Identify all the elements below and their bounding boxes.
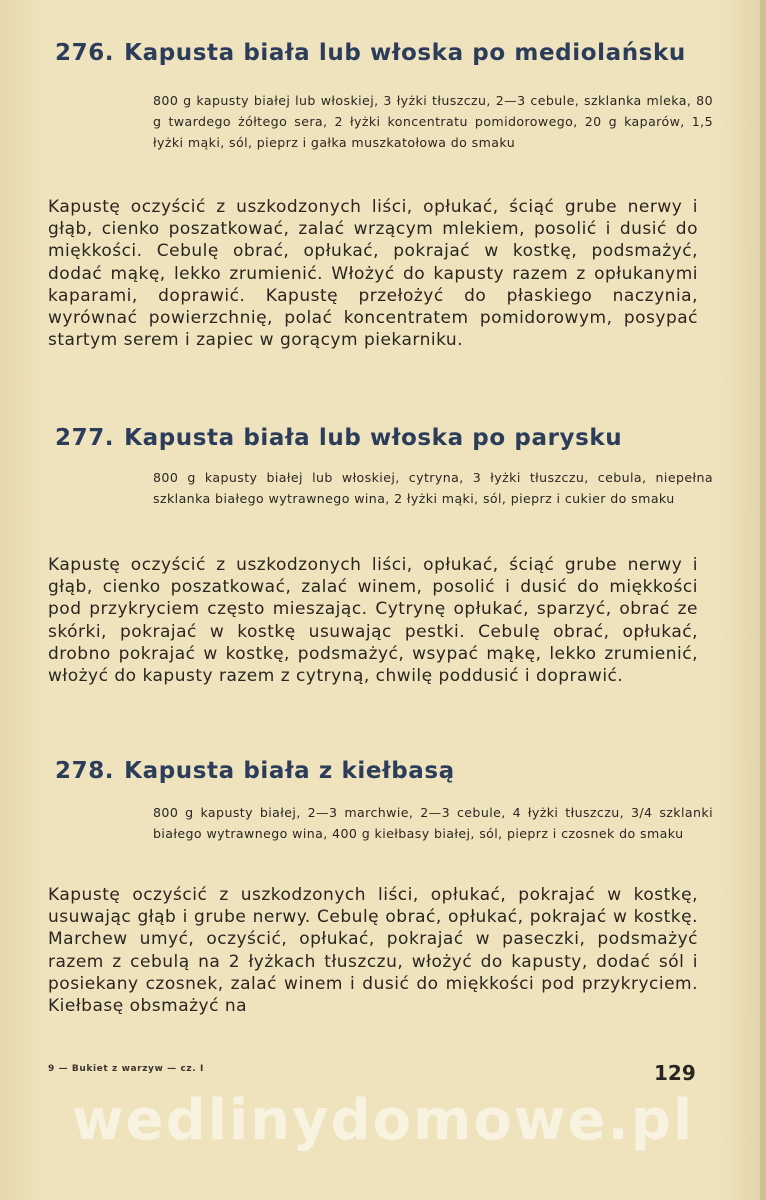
recipe-instructions: Kapustę oczyścić z uszkodzonych liści, opłukać, ściąć grube nerwy i głąb, cienko poszatkować, zalać winem, posolić i dusić do miękkości pod przykryciem często mieszając. Cytrynę opłukać, sparzyć, obrać ze skórki, pokrajać w kostkę usuwając pestki. Cebulę obrać, opłukać, drobno pokrajać w kostkę, podsmażyć, wsypać mąkę, lekko zrumienić, włożyć do kapusty razem z cytryną, chwilę poddusić i doprawić. [48, 555, 698, 687]
recipe-name: Kapusta biała z kiełbasą [124, 758, 455, 784]
recipe-instructions: Kapustę oczyścić z uszkodzonych liści, opłukać, ściąć grube nerwy i głąb, cienko poszatkować, zalać wrzącym mlekiem, posolić i dusić do miękkości. Cebulę obrać, opłukać, pokrajać w kostkę, podsmażyć, dodać mąkę, lekko zrumienić. Włożyć do kapusty razem z opłukanymi kaparami, doprawić. Kapustę przełożyć do płaskiego naczynia, wyrównać powierzchnię, polać koncentratem pomidorowym, posypać startym serem i zapiec w gorącym piekarniku. [48, 197, 698, 351]
ingredients-list: 800 g kapusty białej lub włoskiej, 3 łyżki tłuszczu, 2—3 cebule, szklanka mleka, 80 g twardego żółtego sera, 2 łyżki koncentratu pomidorowego, 20 g kaparów, 1,5 łyżki mąki, sól, pieprz i gałka muszkatołowa do smaku [153, 93, 713, 150]
recipe-title [55, 40, 686, 66]
recipe-title [55, 425, 622, 451]
recipe-number: 277. [55, 425, 115, 451]
ingredients-list: 800 g kapusty białej, 2—3 marchwie, 2—3 cebule, 4 łyżki tłuszczu, 3/4 szklanki białego wytrawnego wina, 400 g kiełbasy białej, sól, pieprz i czosnek do smaku [153, 805, 713, 841]
page-number: 129 [654, 1061, 696, 1085]
recipe-instructions: Kapustę oczyścić z uszkodzonych liści, opłukać, pokrajać w kostkę, usuwając głąb i grube nerwy. Cebulę obrać, opłukać, pokrajać w kostkę. Marchew umyć, oczyścić, opłukać, pokrajać w paseczki, podsmażyć razem z cebulą na 2 łyżkach tłuszczu, włożyć do kapusty, dodać sól i posiekany czosnek, zalać winem i dusić do miękkości pod przykryciem. Kiełbasę obsmażyć na [48, 885, 698, 1017]
footer-signature: 9 — Bukiet z warzyw — cz. I [48, 1064, 204, 1074]
watermark: wedlinydomowe.pl [71, 1088, 695, 1153]
recipe-number: 278. [55, 758, 115, 784]
recipe-name: Kapusta biała lub włoska po mediolańsku [124, 40, 686, 66]
recipe-title [55, 758, 455, 784]
recipe-name: Kapusta biała lub włoska po parysku [124, 425, 623, 451]
recipe-number: 276. [55, 40, 115, 66]
page-edge [760, 0, 766, 1200]
ingredients-list: 800 g kapusty białej lub włoskiej, cytryna, 3 łyżki tłuszczu, cebula, niepełna szklanka białego wytrawnego wina, 2 łyżki mąki, sól, pieprz i cukier do smaku [153, 470, 713, 506]
